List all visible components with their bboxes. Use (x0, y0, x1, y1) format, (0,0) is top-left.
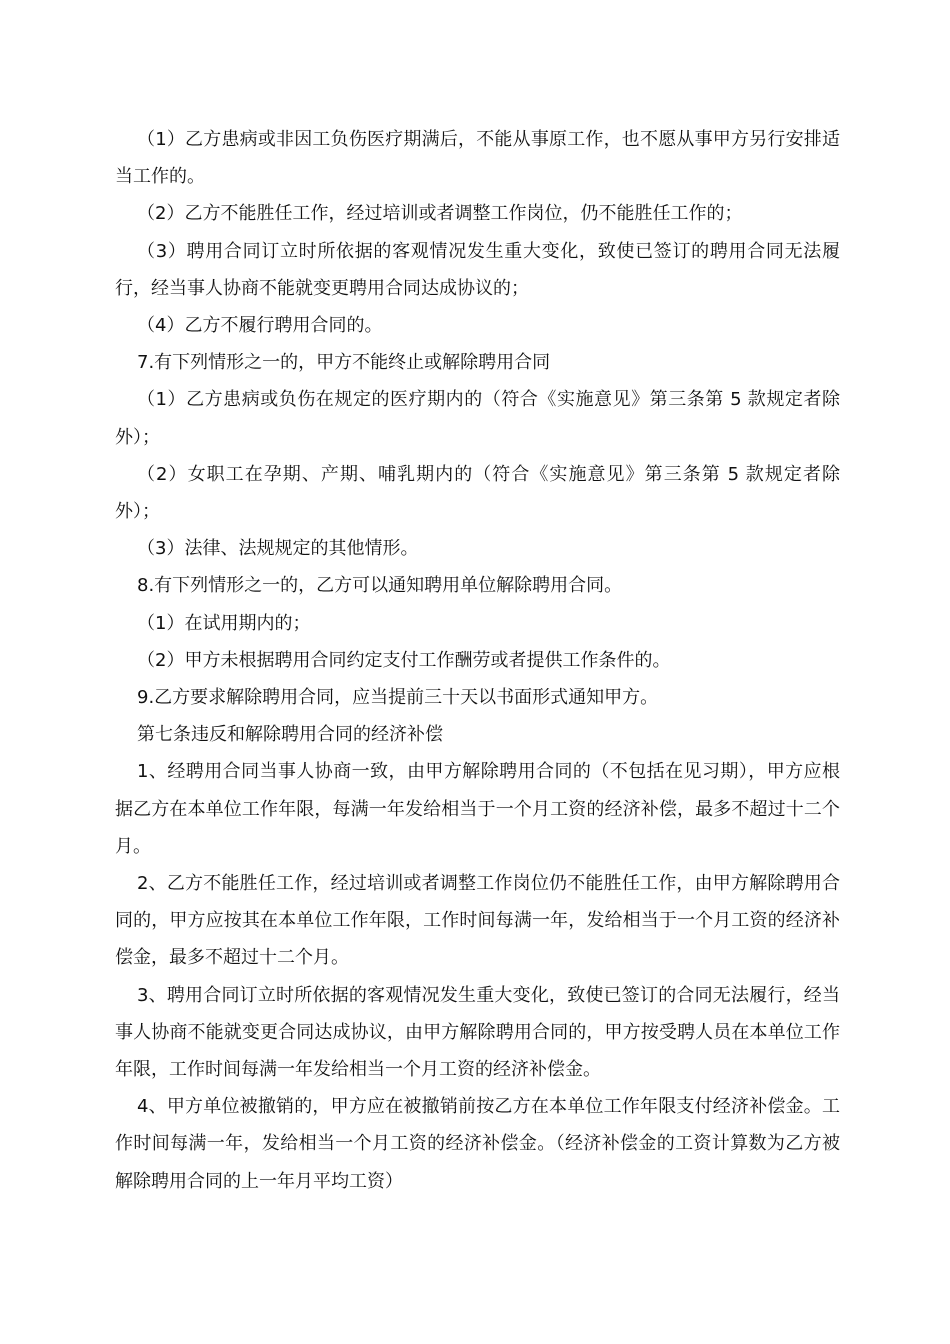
article-7-item-4: 4、甲方单位被撤销的，甲方应在被撤销前按乙方在本单位工作年限支付经济补偿金。工作时间每满一年，发给相当一个月工资的经济补偿金。（经济补偿金的工资计算数为乙方被解除聘用合同的上一年月平均工资） (115, 1096, 840, 1192)
article-7-heading: 第七条违反和解除聘用合同的经济补偿 (137, 724, 443, 746)
clause-7-item-1: （1）乙方患病或负伤在规定的医疗期内的（符合《实施意见》第三条第 5 款规定者除外）； (115, 389, 840, 448)
clause-6-item-3: （3）聘用合同订立时所依据的客观情况发生重大变化，致使已签订的聘用合同无法履行，经当事人协商不能就变更聘用合同达成协议的； (115, 240, 840, 299)
document-body (115, 121, 840, 1200)
clause-8-item-1: （1）在试用期内的； (137, 612, 311, 634)
clause-7-item-2: （2）女职工在孕期、产期、哺乳期内的（符合《实施意见》第三条第 5 款规定者除外）； (115, 463, 840, 523)
clause-6-item-2: （2）乙方不能胜任工作，经过培训或者调整工作岗位，仍不能胜任工作的； (137, 203, 743, 225)
clause-9: 9.乙方要求解除聘用合同，应当提前三十天以书面形式通知甲方。 (137, 687, 659, 709)
article-7-item-1: 1、经聘用合同当事人协商一致，由甲方解除聘用合同的（不包括在见习期），甲方应根据乙方在本单位工作年限，每满一年发给相当于一个月工资的经济补偿，最多不超过十二个月。 (115, 761, 840, 857)
clause-7-heading: 7.有下列情形之一的，甲方不能终止或解除聘用合同 (137, 352, 551, 374)
clause-6-item-4: （4）乙方不履行聘用合同的。 (137, 315, 383, 337)
clause-6-item-1: （1）乙方患病或非因工负伤医疗期满后，不能从事原工作，也不愿从事甲方另行安排适当工作的。 (115, 129, 840, 188)
article-7-item-3: 3、聘用合同订立时所依据的客观情况发生重大变化，致使已签订的合同无法履行，经当事人协商不能就变更合同达成协议，由甲方解除聘用合同的，甲方按受聘人员在本单位工作年限，工作时间每满一年发给相当一个月工资的经济补偿金。 (115, 984, 840, 1081)
clause-8-item-2: （2）甲方未根据聘用合同约定支付工作酬劳或者提供工作条件的。 (137, 649, 671, 671)
clause-8-heading: 8.有下列情形之一的，乙方可以通知聘用单位解除聘用合同。 (137, 575, 623, 597)
clause-7-item-3: （3）法律、法规规定的其他情形。 (137, 538, 419, 560)
article-7-item-2: 2、乙方不能胜任工作，经过培训或者调整工作岗位仍不能胜任工作，由甲方解除聘用合同的，甲方应按其在本单位工作年限，工作时间每满一年，发给相当于一个月工资的经济补偿金，最多不超过十二个月。 (115, 873, 840, 969)
